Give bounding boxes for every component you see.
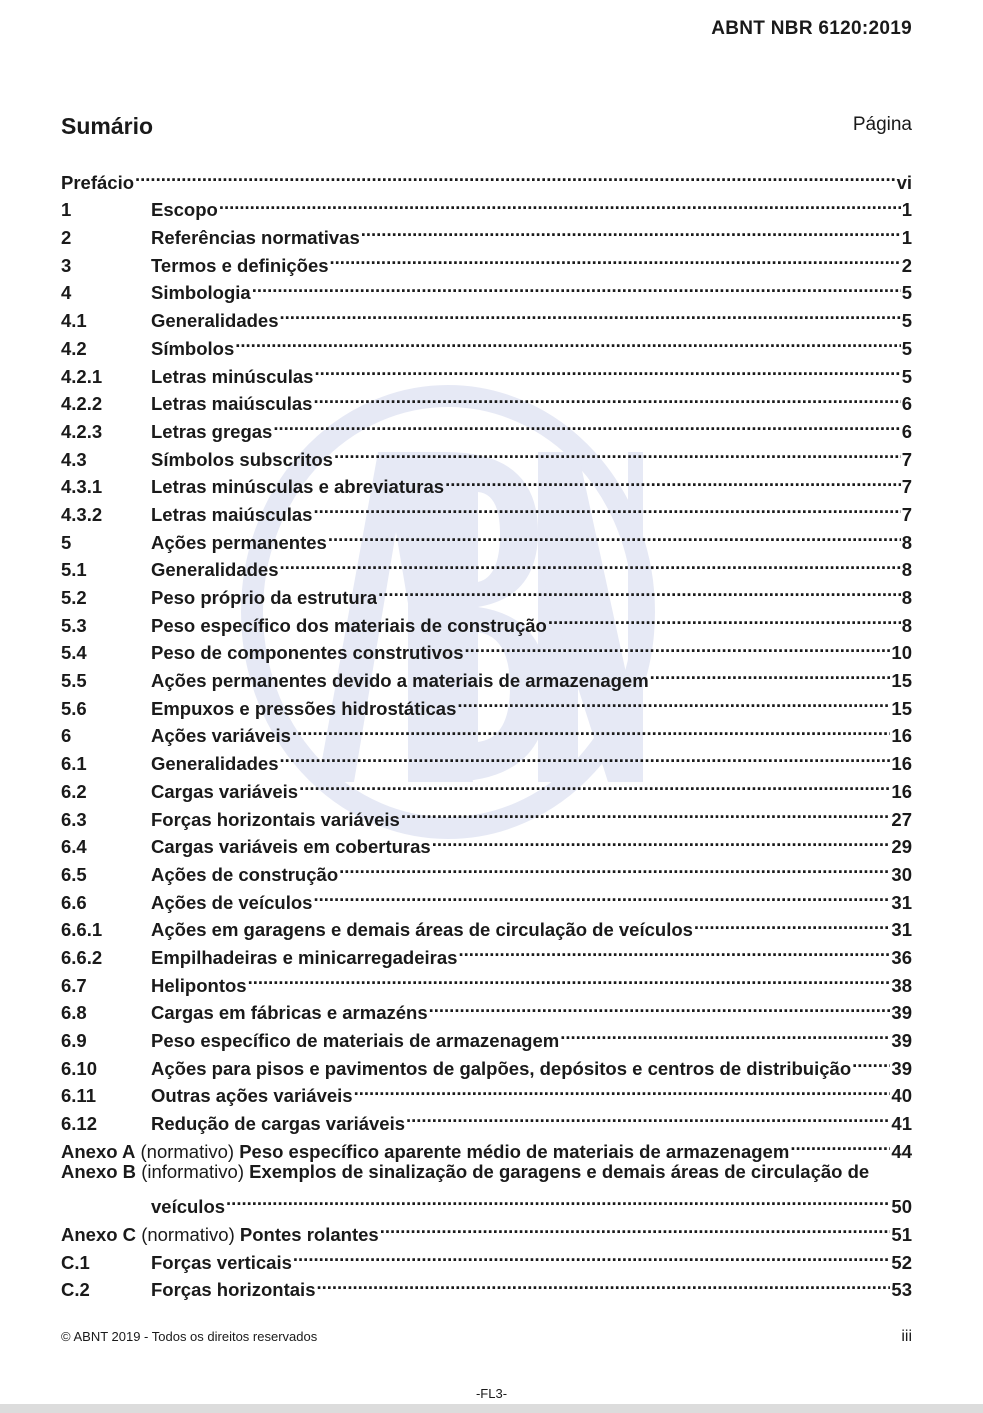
leader-dots	[313, 881, 890, 909]
toc-title: Sumário	[61, 113, 154, 139]
toc-entry-page: 7	[901, 448, 912, 470]
leader-dots	[330, 244, 901, 272]
toc-entry-title: Helipontos	[151, 974, 247, 996]
leader-dots	[293, 1241, 891, 1269]
leader-dots	[548, 604, 901, 632]
leader-dots	[339, 853, 890, 881]
copyright-notice: © ABNT 2019 - Todos os direitos reservados	[61, 1329, 318, 1344]
leader-dots	[457, 687, 890, 715]
toc-entry-title: Redução de cargas variáveis	[151, 1113, 406, 1135]
toc-entry-page: 16	[891, 725, 912, 747]
leader-dots	[790, 1130, 890, 1158]
toc-entry-title: Ações variáveis	[151, 725, 291, 747]
toc-entry-number: 4.2.3	[61, 420, 103, 442]
toc-entry-title: Outras ações variáveis	[151, 1085, 353, 1107]
toc-entry-title: Termos e definições	[151, 254, 329, 276]
leader-dots	[650, 659, 891, 687]
toc-entry-page: 15	[891, 697, 912, 719]
toc-entry-number: 6.7	[61, 974, 87, 996]
toc-entry-title: Escopo	[151, 199, 218, 221]
toc-entry-number: 6.1	[61, 753, 87, 775]
toc-entry-title: Símbolos subscritos	[151, 448, 333, 470]
toc-entry-title: Empilhadeiras e minicarregadeiras	[151, 946, 458, 968]
annex-title: Pontes rolantes	[239, 1223, 379, 1245]
toc-entry-page: 39	[891, 1002, 912, 1024]
toc-entry-page: 40	[891, 1085, 912, 1107]
leader-dots	[429, 992, 891, 1020]
annex-label: Anexo B	[61, 1160, 137, 1182]
leader-dots	[694, 909, 891, 937]
annex-label: Anexo C	[61, 1223, 137, 1245]
leader-dots	[314, 355, 900, 383]
toc-entry-number: 6.12	[61, 1113, 98, 1135]
toc-entry-number: 6.5	[61, 863, 87, 885]
toc-annex-b-continuation[interactable]	[61, 1185, 912, 1218]
leader-dots	[235, 327, 900, 355]
toc-entry-number: 5.1	[61, 559, 87, 581]
toc-entry-title: Empuxos e pressões hidrostáticas	[151, 697, 457, 719]
toc-entry-number: 5.6	[61, 697, 87, 719]
toc-entry-page: 39	[891, 1057, 912, 1079]
toc-entry-page: 7	[901, 503, 912, 525]
toc-entry[interactable]	[61, 161, 912, 193]
toc-entry-page: 5	[901, 282, 912, 304]
toc-entry-title: Cargas em fábricas e armazéns	[151, 1002, 428, 1024]
toc-entry-number: 6.11	[61, 1085, 96, 1107]
toc-entry-title: Forças horizontais variáveis	[151, 808, 400, 830]
toc-entry-page: 16	[891, 780, 912, 802]
toc-entry-title: Letras minúsculas e abreviaturas	[151, 476, 445, 498]
leader-dots	[280, 742, 891, 770]
leader-dots	[445, 466, 901, 494]
standard-code-header: ABNT NBR 6120:2019	[711, 18, 912, 39]
toc-entry-number: 4.3.1	[61, 476, 103, 498]
leader-dots	[361, 216, 901, 244]
toc-entry-number: 5	[61, 531, 72, 553]
toc-entry-number: C.2	[61, 1279, 90, 1301]
toc-entry-page: 1	[901, 227, 912, 249]
leader-dots	[378, 576, 901, 604]
leader-dots	[273, 410, 900, 438]
leader-dots	[380, 1213, 891, 1241]
toc-entry-page: 38	[891, 974, 912, 996]
annex-kind: (normativo)	[141, 1223, 235, 1245]
leader-dots	[406, 1102, 890, 1130]
toc-entry-number: 6.6.2	[61, 946, 103, 968]
toc-entry-title: Cargas variáveis em coberturas	[151, 836, 431, 858]
leader-dots	[280, 549, 901, 577]
toc-entry-page: 29	[891, 836, 912, 858]
toc-entry-title: Referências normativas	[151, 227, 360, 249]
leader-dots	[248, 964, 891, 992]
toc-annex-b[interactable]	[61, 1158, 912, 1186]
annex-label: Anexo A	[61, 1140, 136, 1162]
toc-entry-number: 6.3	[61, 808, 87, 830]
toc-entry-page: 8	[901, 559, 912, 581]
toc-entry-title: Peso específico de materiais de armazenagem	[151, 1030, 560, 1051]
toc-entry-number: 6.6.1	[61, 919, 103, 941]
leader-dots	[401, 798, 891, 826]
toc-entry-page: 8	[901, 614, 912, 636]
toc-entry-page: 31	[891, 919, 912, 941]
toc-entry-page: 16	[891, 753, 912, 775]
leader-dots	[316, 1269, 890, 1297]
toc-entry-number: 4.3.2	[61, 503, 103, 525]
toc-entry-title: Ações em garagens e demais áreas de circulação de veículos	[151, 919, 693, 941]
toc-entry-title: Letras maiúsculas	[151, 503, 313, 525]
toc-entry-title: Generalidades	[151, 310, 279, 332]
leader-dots	[313, 383, 900, 411]
toc-entry-title: Peso de componentes construtivos	[151, 642, 464, 664]
toc-entry-number: 4.2	[61, 337, 87, 359]
toc-entry-number: 1	[61, 199, 72, 221]
toc-entry[interactable]	[61, 189, 912, 221]
toc-entry-number: 6	[61, 725, 72, 747]
leader-dots	[219, 189, 901, 217]
toc-entry-title: Letras gregas	[151, 420, 273, 442]
toc-entry-number: 5.2	[61, 587, 87, 608]
toc-entry-number: 5.4	[61, 642, 87, 664]
toc-entry-page: 5	[901, 337, 912, 359]
toc-entry-number: 6.2	[61, 780, 87, 802]
annex-title: Peso específico aparente médio de materiais de armazenagem	[239, 1140, 790, 1162]
leader-dots	[280, 299, 901, 327]
toc-entry-number: 5.3	[61, 614, 87, 636]
leader-dots	[465, 632, 891, 660]
toc-entry-title: Simbologia	[151, 282, 251, 304]
toc-entry-title: Ações permanentes devido a materiais de armazenagem	[151, 670, 649, 692]
toc-entry-page: 27	[891, 808, 912, 830]
annex-title-line2: veículos	[151, 1196, 226, 1218]
toc-entry-title: Ações de veículos	[151, 891, 313, 913]
toc-entry-number: 3	[61, 254, 72, 276]
sheet-mark: -FL3-	[475, 1386, 508, 1401]
leader-dots	[354, 1075, 891, 1103]
toc-entry-number: 6.9	[61, 1030, 87, 1051]
toc-entry-title: Símbolos	[151, 337, 235, 359]
toc-entry-page: 31	[891, 891, 912, 913]
toc-entry-number: 6.4	[61, 836, 87, 858]
toc-entry-title: Peso específico dos materiais de construção	[151, 614, 547, 636]
toc-entry-page: 39	[891, 1030, 912, 1051]
toc-entry-title: Peso próprio da estrutura	[151, 587, 378, 608]
leader-dots	[852, 1047, 890, 1075]
leader-dots	[292, 715, 891, 743]
toc-entry-page: 1	[901, 199, 912, 221]
toc-entry-page: vi	[896, 171, 912, 193]
annex-page: 50	[891, 1196, 912, 1218]
toc-entry-title: Forças horizontais	[151, 1279, 316, 1301]
annex-kind: (informativo)	[141, 1160, 244, 1182]
toc-entry-page: 52	[891, 1251, 912, 1273]
toc-entry-title: Cargas variáveis	[151, 780, 299, 802]
leader-dots	[226, 1185, 890, 1213]
toc-entry-number: Prefácio	[61, 171, 135, 193]
toc-entry-title: Generalidades	[151, 753, 279, 775]
toc-entry-page: 53	[891, 1279, 912, 1301]
toc-entry-number: 2	[61, 227, 72, 249]
page-column-label: Página	[852, 114, 912, 135]
toc-entry-page: 7	[901, 476, 912, 498]
toc-entry-title: Generalidades	[151, 559, 279, 581]
toc-entry-page: 5	[901, 365, 912, 387]
toc-entry-page: 6	[901, 393, 912, 415]
annex-page: 51	[891, 1223, 912, 1245]
toc-entry-page: 8	[901, 531, 912, 553]
annex-page: 44	[891, 1140, 912, 1162]
page-edge	[0, 1404, 983, 1413]
leader-dots	[560, 1019, 890, 1047]
toc-entry-number: 6.10	[61, 1057, 98, 1079]
toc-entry-title: Ações permanentes	[151, 531, 327, 553]
toc-entry-number: 4	[61, 282, 72, 304]
toc-entry-page: 30	[891, 863, 912, 885]
toc-entry-number: 4.2.1	[61, 365, 103, 387]
toc-entry-number: C.1	[61, 1251, 90, 1273]
toc-entry-number: 6.6	[61, 891, 87, 913]
toc-entry-number: 4.2.2	[61, 393, 103, 415]
leader-dots	[328, 521, 901, 549]
toc-entry-page: 10	[891, 642, 912, 664]
toc-entry-title: Letras minúsculas	[151, 365, 314, 387]
leader-dots	[299, 770, 890, 798]
toc-entry-page: 36	[891, 946, 912, 968]
leader-dots	[313, 493, 900, 521]
toc-entry-number: 6.8	[61, 1002, 87, 1024]
toc-entry-page: 6	[901, 420, 912, 442]
toc-entry-title: Forças verticais	[151, 1251, 292, 1273]
toc-entry-page: 5	[901, 310, 912, 332]
leader-dots	[458, 936, 890, 964]
toc-entry-title: Letras maiúsculas	[151, 393, 313, 415]
toc-entry-page: 8	[901, 587, 912, 608]
leader-dots	[135, 161, 896, 189]
toc-entry-number: 4.1	[61, 310, 87, 332]
annex-kind: (normativo)	[140, 1140, 235, 1162]
toc-entry-page: 2	[901, 254, 912, 276]
leader-dots	[334, 438, 901, 466]
leader-dots	[252, 272, 901, 300]
annex-title-line1: Exemplos de sinalização de garagens e demais áreas de circulação de	[249, 1160, 870, 1182]
toc-entry-page: 41	[891, 1113, 912, 1135]
toc-entry-title: Ações para pisos e pavimentos de galpões, depósitos e centros de distribuição	[151, 1057, 852, 1079]
toc-entry-title: Ações de construção	[151, 863, 339, 885]
toc-entry-number: 5.5	[61, 670, 87, 692]
footer-page-number: iii	[901, 1328, 912, 1345]
leader-dots	[432, 826, 891, 854]
table-of-contents	[61, 161, 912, 1301]
toc-entry-page: 15	[891, 670, 912, 692]
toc-entry-number: 4.3	[61, 448, 87, 470]
